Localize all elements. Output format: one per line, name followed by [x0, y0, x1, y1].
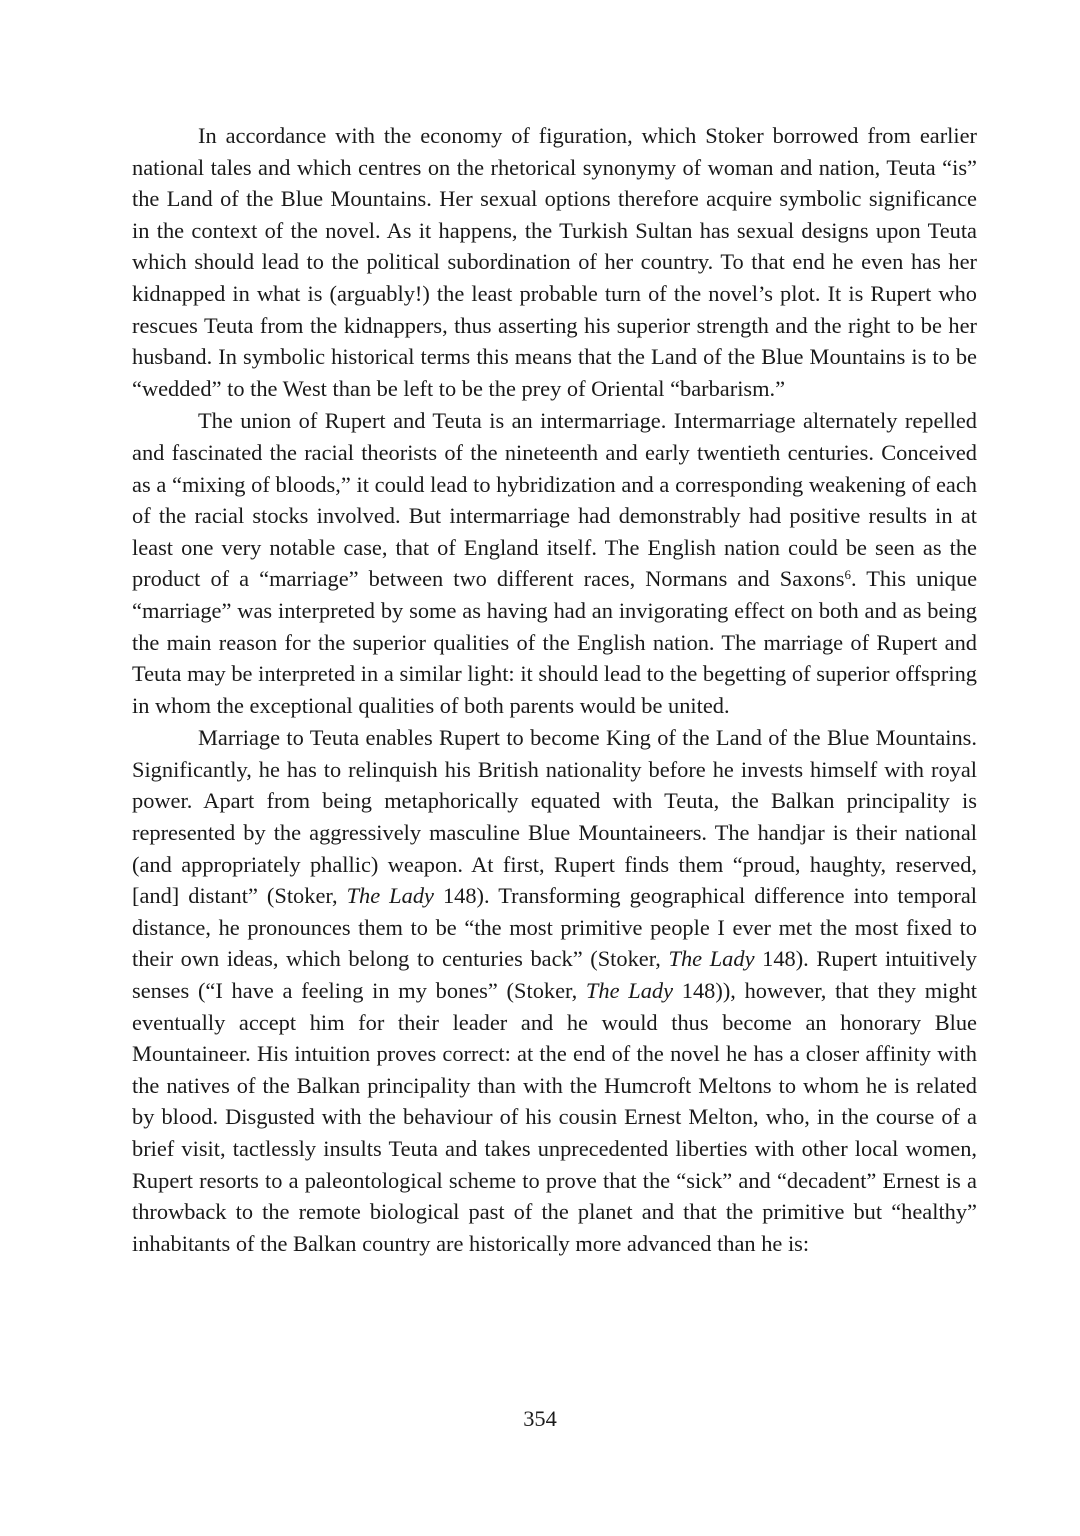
page-number: 354: [523, 1406, 557, 1431]
citation-title: The Lady: [668, 946, 755, 972]
paragraph-3: [132, 722, 977, 1259]
paragraph-3-text-a: Marriage to Teuta enables Rupert to become King of the Land of the Blue Mountains. Significantly, he has to relinquish his British nationality before he invests himself with royal power. Apart from being metaphorically equated with Teuta, the Balkan principality is represented by the aggressively masculine Blue Mountaineers. The handjar is their national (and appropriately phallic) weapon. At first, Rupert finds them “proud, haughty, reserved, [and] distant” (Stoker,: [132, 725, 977, 909]
paragraph-2-text-a: The union of Rupert and Teuta is an intermarriage. Intermarriage alternately repelled and fascinated the racial theorists of the nineteenth and early twentieth centuries. Conceived as a “mixing of bloods,” it could lead to hybridization and a corresponding weakening of each of the racial stocks involved. But intermarriage had demonstrably had positive results in at least one very notable case, that of England itself. The English nation could be seen as the product of a “marriage” between two different races, Normans and Saxons: [132, 408, 977, 592]
citation-title: The Lady: [346, 883, 434, 909]
paragraph-3-text-b: 148). Transforming geographical difference into temporal distance, he pronounces them to be “the most primitive people I ever met the most fixed to their own ideas, which belong to centuries back” (Stoker,: [132, 883, 977, 972]
paragraph-2: [132, 405, 977, 721]
paragraph-2-text-b: . This unique “marriage” was interpreted by some as having had an invigorating effect on both and as being the main reason for the superior qualities of the English nation. The marriage of Rupert and Teuta may be interpreted in a similar light: it should lead to the begetting of superior offspring in whom the exceptional qualities of both parents would be united.: [132, 566, 978, 718]
page-body: [132, 120, 977, 1259]
paragraph-1: [132, 120, 977, 404]
footnote-reference[interactable]: 6: [844, 567, 851, 583]
paragraph-3-text-c: 148). Rupert intuitively senses (“I have a feeling in my bones” (Stoker,: [132, 946, 978, 1004]
citation-title: The Lady: [585, 978, 674, 1004]
paragraph-3-text-d: 148)), however, that they might eventually accept him for their leader and he would thus become an honorary Blue Mountaineer. His intuition proves correct: at the end of the novel he has a closer affinity with the natives of the Balkan principality than with the Humcroft Meltons to whom he is related by blood. Disgusted with the behaviour of his cousin Ernest Melton, who, in the course of a brief visit, tactlessly insults Teuta and takes unprecedented liberties with other local women, Rupert resorts to a paleontological scheme to prove that the “sick” and “decadent” Ernest is a throwback to the remote biological past of the planet and that the primitive but “healthy” inhabitants of the Balkan country are historically more advanced than he is:: [132, 978, 977, 1256]
paragraph-1-text: In accordance with the economy of figuration, which Stoker borrowed from earlier national tales and which centres on the rhetorical synonymy of woman and nation, Teuta “is” the Land of the Blue Mountains. Her sexual options therefore acquire symbolic significance in the context of the novel. As it happens, the Turkish Sultan has sexual designs upon Teuta which should lead to the political subordination of her country. To that end he even has her kidnapped in what is (arguably!) the least probable turn of the novel’s plot. It is Rupert who rescues Teuta from the kidnappers, thus asserting his superior strength and the right to be her husband. In symbolic historical terms this means that the Land of the Blue Mountains is to be “wedded” to the West than be left to be the prey of Oriental “barbarism.”: [132, 123, 977, 401]
